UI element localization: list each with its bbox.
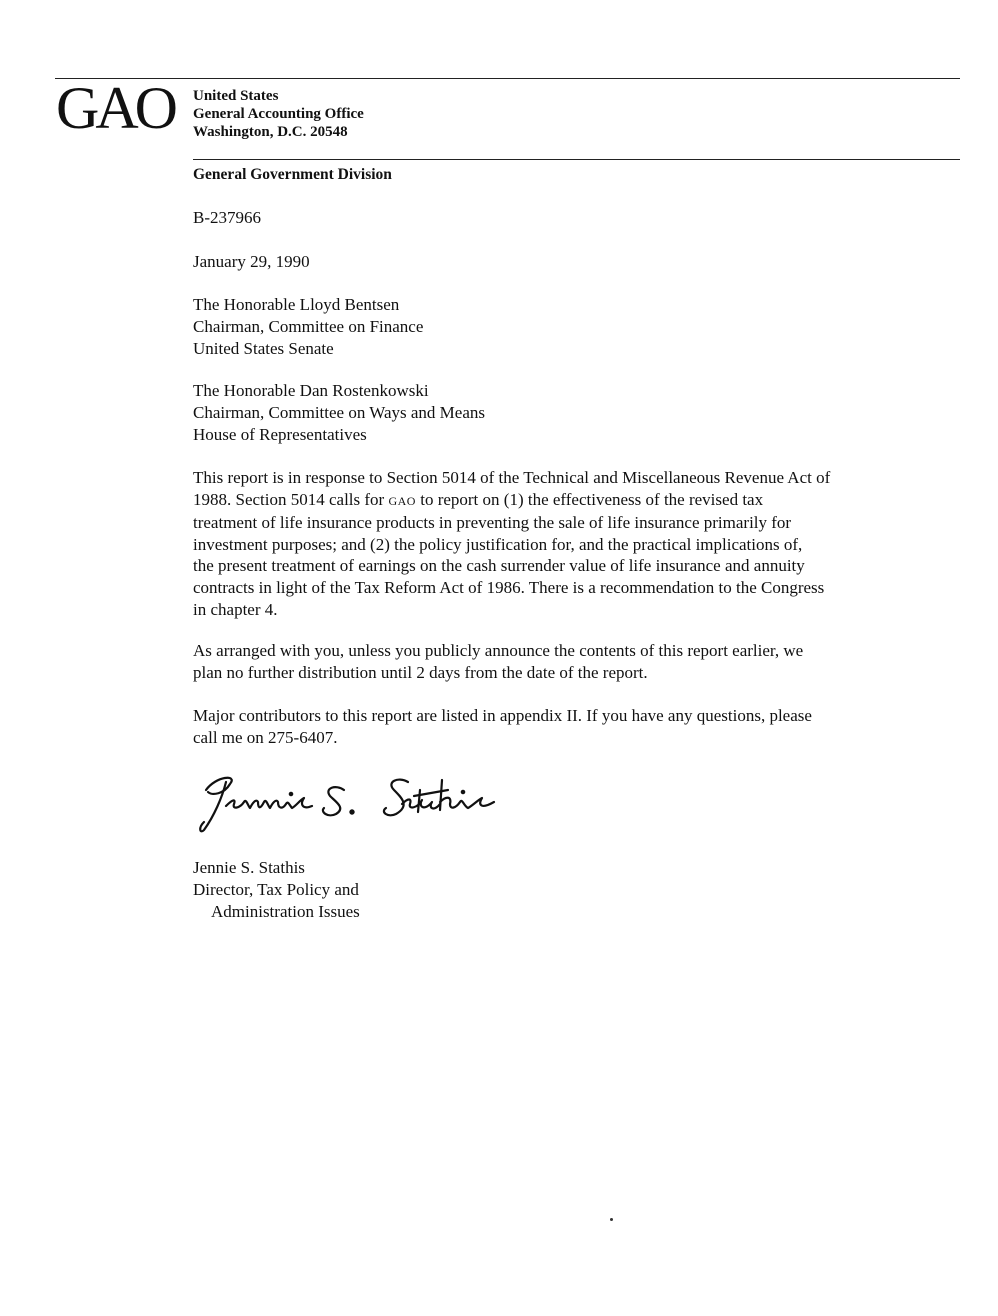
body-paragraph-2 — [193, 640, 963, 683]
paragraph-line: Major contributors to this report are listed in appendix II. If you have any questions, please — [193, 706, 812, 725]
agency-line-country: United States — [193, 88, 279, 104]
addressee-1-body: United States Senate — [193, 339, 334, 358]
agency-address — [193, 87, 364, 141]
addressee-block-1 — [193, 294, 423, 360]
paragraph-text: 1988. Section 5014 calls for — [193, 489, 389, 509]
paragraph-line: in chapter 4. — [193, 599, 278, 619]
scan-speck — [610, 1218, 613, 1221]
signer-name: Jennie S. Stathis — [193, 858, 305, 877]
gao-abbreviation: GAO — [388, 493, 416, 508]
paragraph-line: plan no further distribution until 2 days from the date of the report. — [193, 662, 648, 682]
paragraph-text: to report on (1) the effectiveness of the revised tax — [415, 489, 764, 509]
addressee-block-2 — [193, 380, 485, 446]
signer-title-line-2: Administration Issues — [211, 902, 360, 921]
paragraph-line: call me on 275-6407. — [193, 727, 338, 747]
body-paragraph-3 — [193, 705, 963, 748]
addressee-2-body: House of Representatives — [193, 425, 367, 444]
paragraph-line: the present treatment of earnings on the cash surrender value of life insurance and annuity — [193, 556, 805, 576]
division-name: General Government Division — [193, 166, 392, 183]
addressee-1-title: Chairman, Committee on Finance — [193, 317, 424, 336]
paragraph-line: This report is in response to Section 5014 of the Technical and Miscellaneous Revenue Act of — [193, 468, 831, 487]
agency-line-name: General Accounting Office — [193, 106, 364, 122]
header-bottom-rule — [193, 159, 960, 160]
paragraph-line: As arranged with you, unless you publicly announce the contents of this report earlier, we — [193, 641, 804, 660]
agency-line-city: Washington, D.C. 20548 — [193, 124, 348, 140]
header-top-rule — [55, 78, 960, 79]
addressee-1-name: The Honorable Lloyd Bentsen — [193, 295, 400, 314]
body-paragraph-1 — [193, 467, 963, 620]
reference-number: B-237966 — [193, 208, 261, 227]
paragraph-line: treatment of life insurance products in preventing the sale of life insurance primarily for — [193, 513, 792, 533]
letter-date: January 29, 1990 — [193, 252, 310, 271]
signer-block — [193, 857, 360, 923]
signer-title-line-1: Director, Tax Policy and — [193, 880, 359, 899]
paragraph-line: investment purposes; and (2) the policy justification for, and the practical implications of, — [193, 534, 803, 554]
paragraph-line — [193, 489, 963, 513]
addressee-2-title: Chairman, Committee on Ways and Means — [193, 403, 485, 422]
gao-logo: GAO — [56, 75, 174, 141]
addressee-2-name: The Honorable Dan Rostenkowski — [193, 381, 429, 400]
handwritten-signature — [196, 768, 506, 838]
paragraph-line: contracts in light of the Tax Reform Act of 1986. There is a recommendation to the Congress — [193, 577, 825, 597]
